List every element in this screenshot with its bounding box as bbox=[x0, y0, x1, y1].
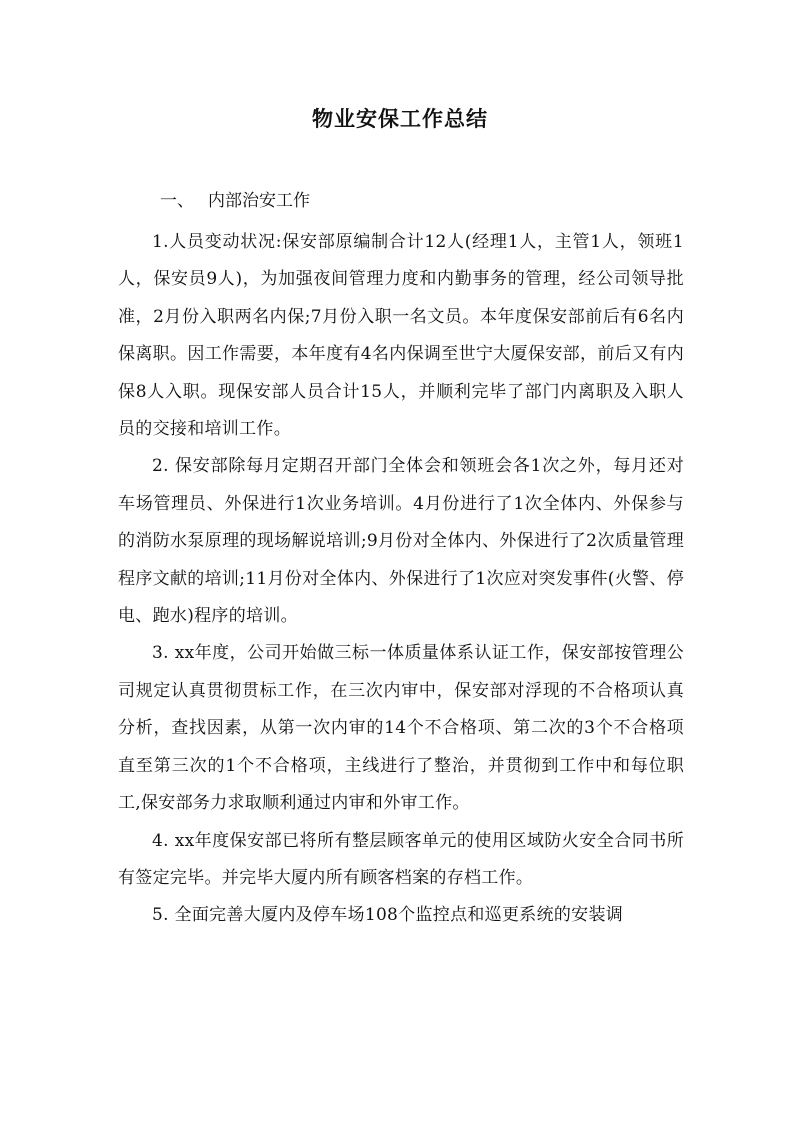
paragraph-3: 3. xx年度，公司开始做三标一体质量体系认证工作，保安部按管理公司规定认真贯彻贯标工作，在三次内审中，保安部对浮现的不合格项认真分析，查找因素，从第一次内审的14个不合格项、第二次的3个不合格项直至第三次的1个不合格项，主线进行了整治，并贯彻到工作中和每位职工,保安部务力求取顺利通过内审和外审工作。 bbox=[118, 643, 684, 814]
paragraph-2: 2. 保安部除每月定期召开部门全体会和领班会各1次之外，每月还对车场管理员、外保进行1次业务培训。4月份进行了1次全体内、外保参与的消防水泵原理的现场解说培训;9月份对全体内、外保进行了2次质量管理程序文献的培训;11月份对全体内、外保进行了1次应对突发事件(火警、停电、跑水)程序的培训。 bbox=[118, 456, 684, 627]
paragraph-4: 4. xx年度保安部已将所有整层顾客单元的使用区域防火安全合同书所有签定完毕。并完毕大厦内所有顾客档案的存档工作。 bbox=[118, 830, 684, 888]
document-body bbox=[118, 224, 684, 935]
section-heading bbox=[160, 186, 310, 216]
section-title: 内部治安工作 bbox=[208, 191, 310, 211]
paragraph-5: 5. 全面完善大厦内及停车场108个监控点和巡更系统的安装调 bbox=[152, 905, 624, 926]
document-title: 物业安保工作总结 bbox=[312, 106, 488, 131]
section-number: 一、 bbox=[160, 191, 194, 211]
paragraph-1: 1.人员变动状况:保安部原编制合计12人(经理1人，主管1人，领班1人，保安员9人)，为加强夜间管理力度和内勤事务的管理，经公司领导批准，2月份入职两名内保;7月份入职一名文员。本年度保安部前后有6名内保离职。因工作需要，本年度有4名内保调至世宁大厦保安部，前后又有内保8人入职。现保安部人员合计15人，并顺利完毕了部门内离职及入职人员的交接和培训工作。 bbox=[118, 232, 684, 440]
